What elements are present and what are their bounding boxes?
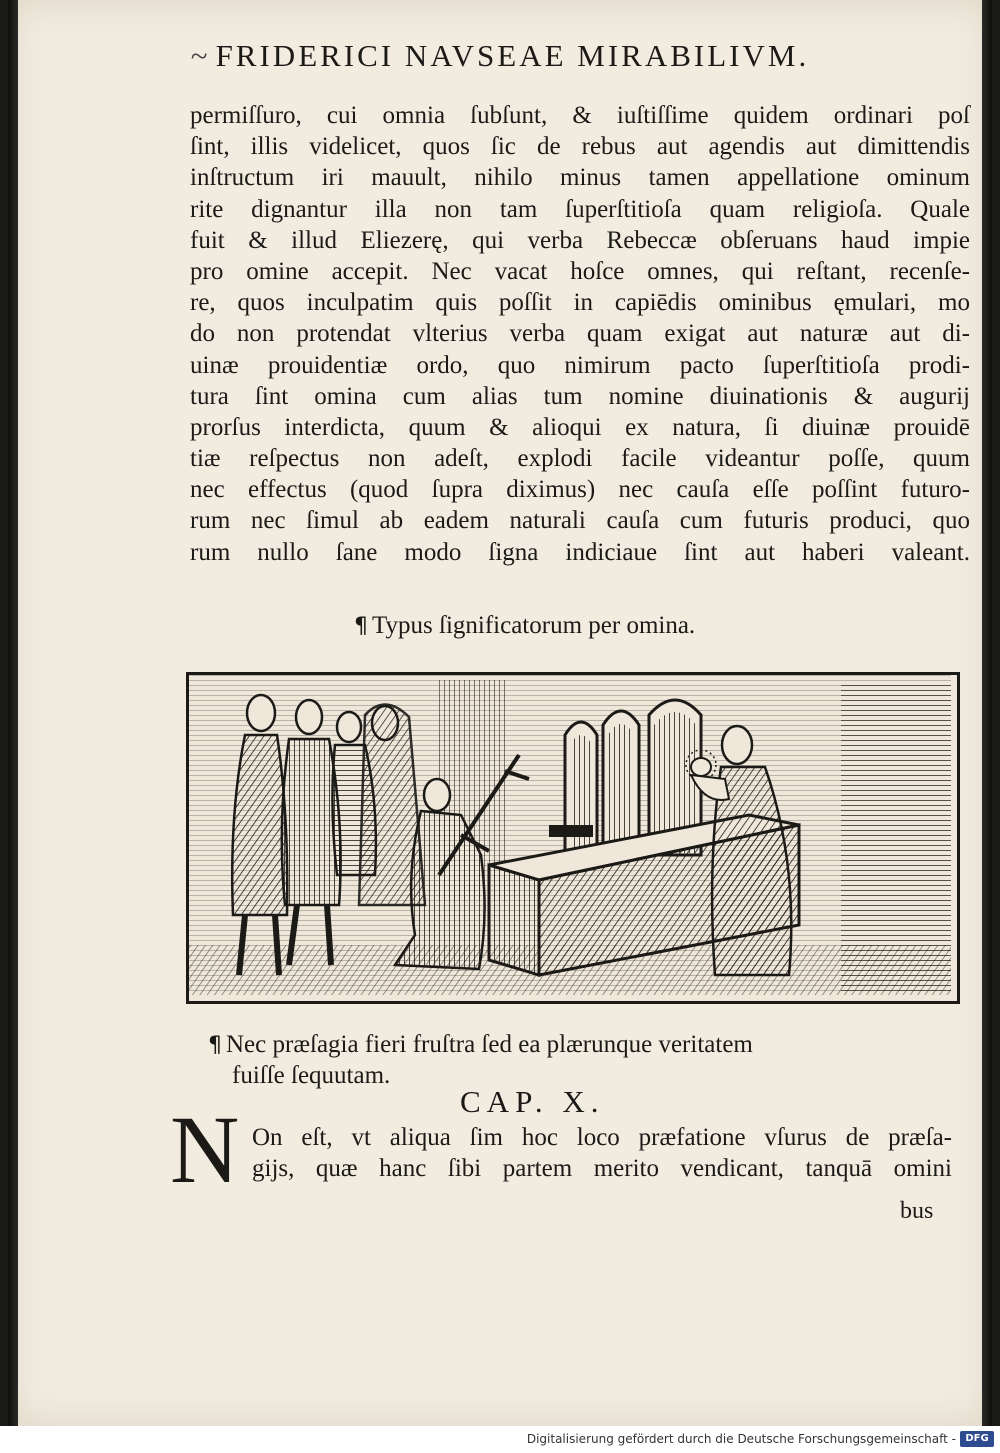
dfg-logo[interactable]: DFG <box>960 1431 994 1447</box>
body-line: re, quos inculpatim quis poſſit in capiēdis ominibus ęmulari, mo <box>190 289 970 317</box>
body-line: tura ſint omina cum alias tum nomine diuinationis & augurij <box>190 382 970 410</box>
left-scan-edge <box>8 0 18 1426</box>
body-line: rite dignantur illa non tam ſuperſtitioſa quam religioſa. Quale <box>190 195 970 223</box>
illustration-caption <box>354 612 695 640</box>
right-scan-edge <box>982 0 992 1426</box>
body-line: tiæ reſpectus non adeſt, explodi facile videantur poſſe, quum <box>190 445 970 473</box>
body-line: rum nullo ſane modo ſigna indiciaue ſint aut haberi valeant. <box>190 538 970 566</box>
note-text-1: Nec præſagia fieri fruſtra ſed ea plærunque veritatem <box>226 1031 753 1058</box>
pilcrow-icon: ¶ <box>208 1033 222 1058</box>
running-head-title: FRIDERICI NAVSEAE MIRABILIVM. <box>215 38 810 73</box>
digitization-footer <box>0 1426 1000 1453</box>
body-line: fuit & illud Eliezerę, qui verba Rebeccæ obſeruans haud impie <box>190 226 970 254</box>
body-line: pro omine accepit. Nec vacat hoſce omnes, qui reſtant, recenſe- <box>190 257 970 285</box>
body-line: do non protendat vlterius verba quam exigat aut naturæ aut di- <box>190 320 970 348</box>
body-line: permiſſuro, cui omnia ſubſunt, & iuſtiſſime quidem ordinari poſ <box>190 102 970 129</box>
chapter-opening-text <box>252 1122 952 1184</box>
note-line-2: fuiſſe ſequutam. <box>232 1062 391 1089</box>
body-line: prorſus interdicta, quum & alioqui ex natura, ſi diuinæ prouidē <box>190 413 970 441</box>
body-line: uinæ prouidentiæ ordo, quo nimirum pacto ſuperſtitioſa prodi- <box>190 351 970 379</box>
body-paragraph <box>190 100 970 568</box>
running-head <box>0 38 1000 74</box>
woodcut-illustration <box>186 672 960 1004</box>
chapter-line: gijs, quæ hanc ſibi partem merito vendicant, tanquā omini <box>252 1155 952 1182</box>
woodcut-drawing <box>189 675 951 995</box>
illustration-note <box>208 1030 912 1091</box>
body-line: rum nec ſimul ab eadem naturali cauſa cum futuris produci, quo <box>190 507 970 535</box>
body-line: ſint, illis videlicet, quos ſic de rebus aut agendis aut dimittendis <box>190 133 970 161</box>
running-head-ornament: ~ <box>190 38 208 73</box>
drop-cap-initial: N <box>170 1096 240 1203</box>
footer-credit: Digitalisierung gefördert durch die Deutsche Forschungsgemeinschaft - <box>526 1432 956 1446</box>
chapter-line: On eſt, vt aliqua ſim hoc loco præfatione vſurus de præſa- <box>252 1124 952 1151</box>
body-line: nec effectus (quod ſupra diximus) nec cauſa eſſe poſſint futuro- <box>190 476 970 504</box>
caption-text: Typus ſignificatorum per omina. <box>372 612 696 639</box>
body-line: inſtructum iri mauult, nihilo minus tamen appellatione ominum <box>190 164 970 192</box>
note-line-1 <box>208 1030 912 1061</box>
catchword: bus <box>900 1198 934 1224</box>
chapter-heading: CAP. X. <box>460 1084 605 1119</box>
pilcrow-icon: ¶ <box>354 614 368 639</box>
